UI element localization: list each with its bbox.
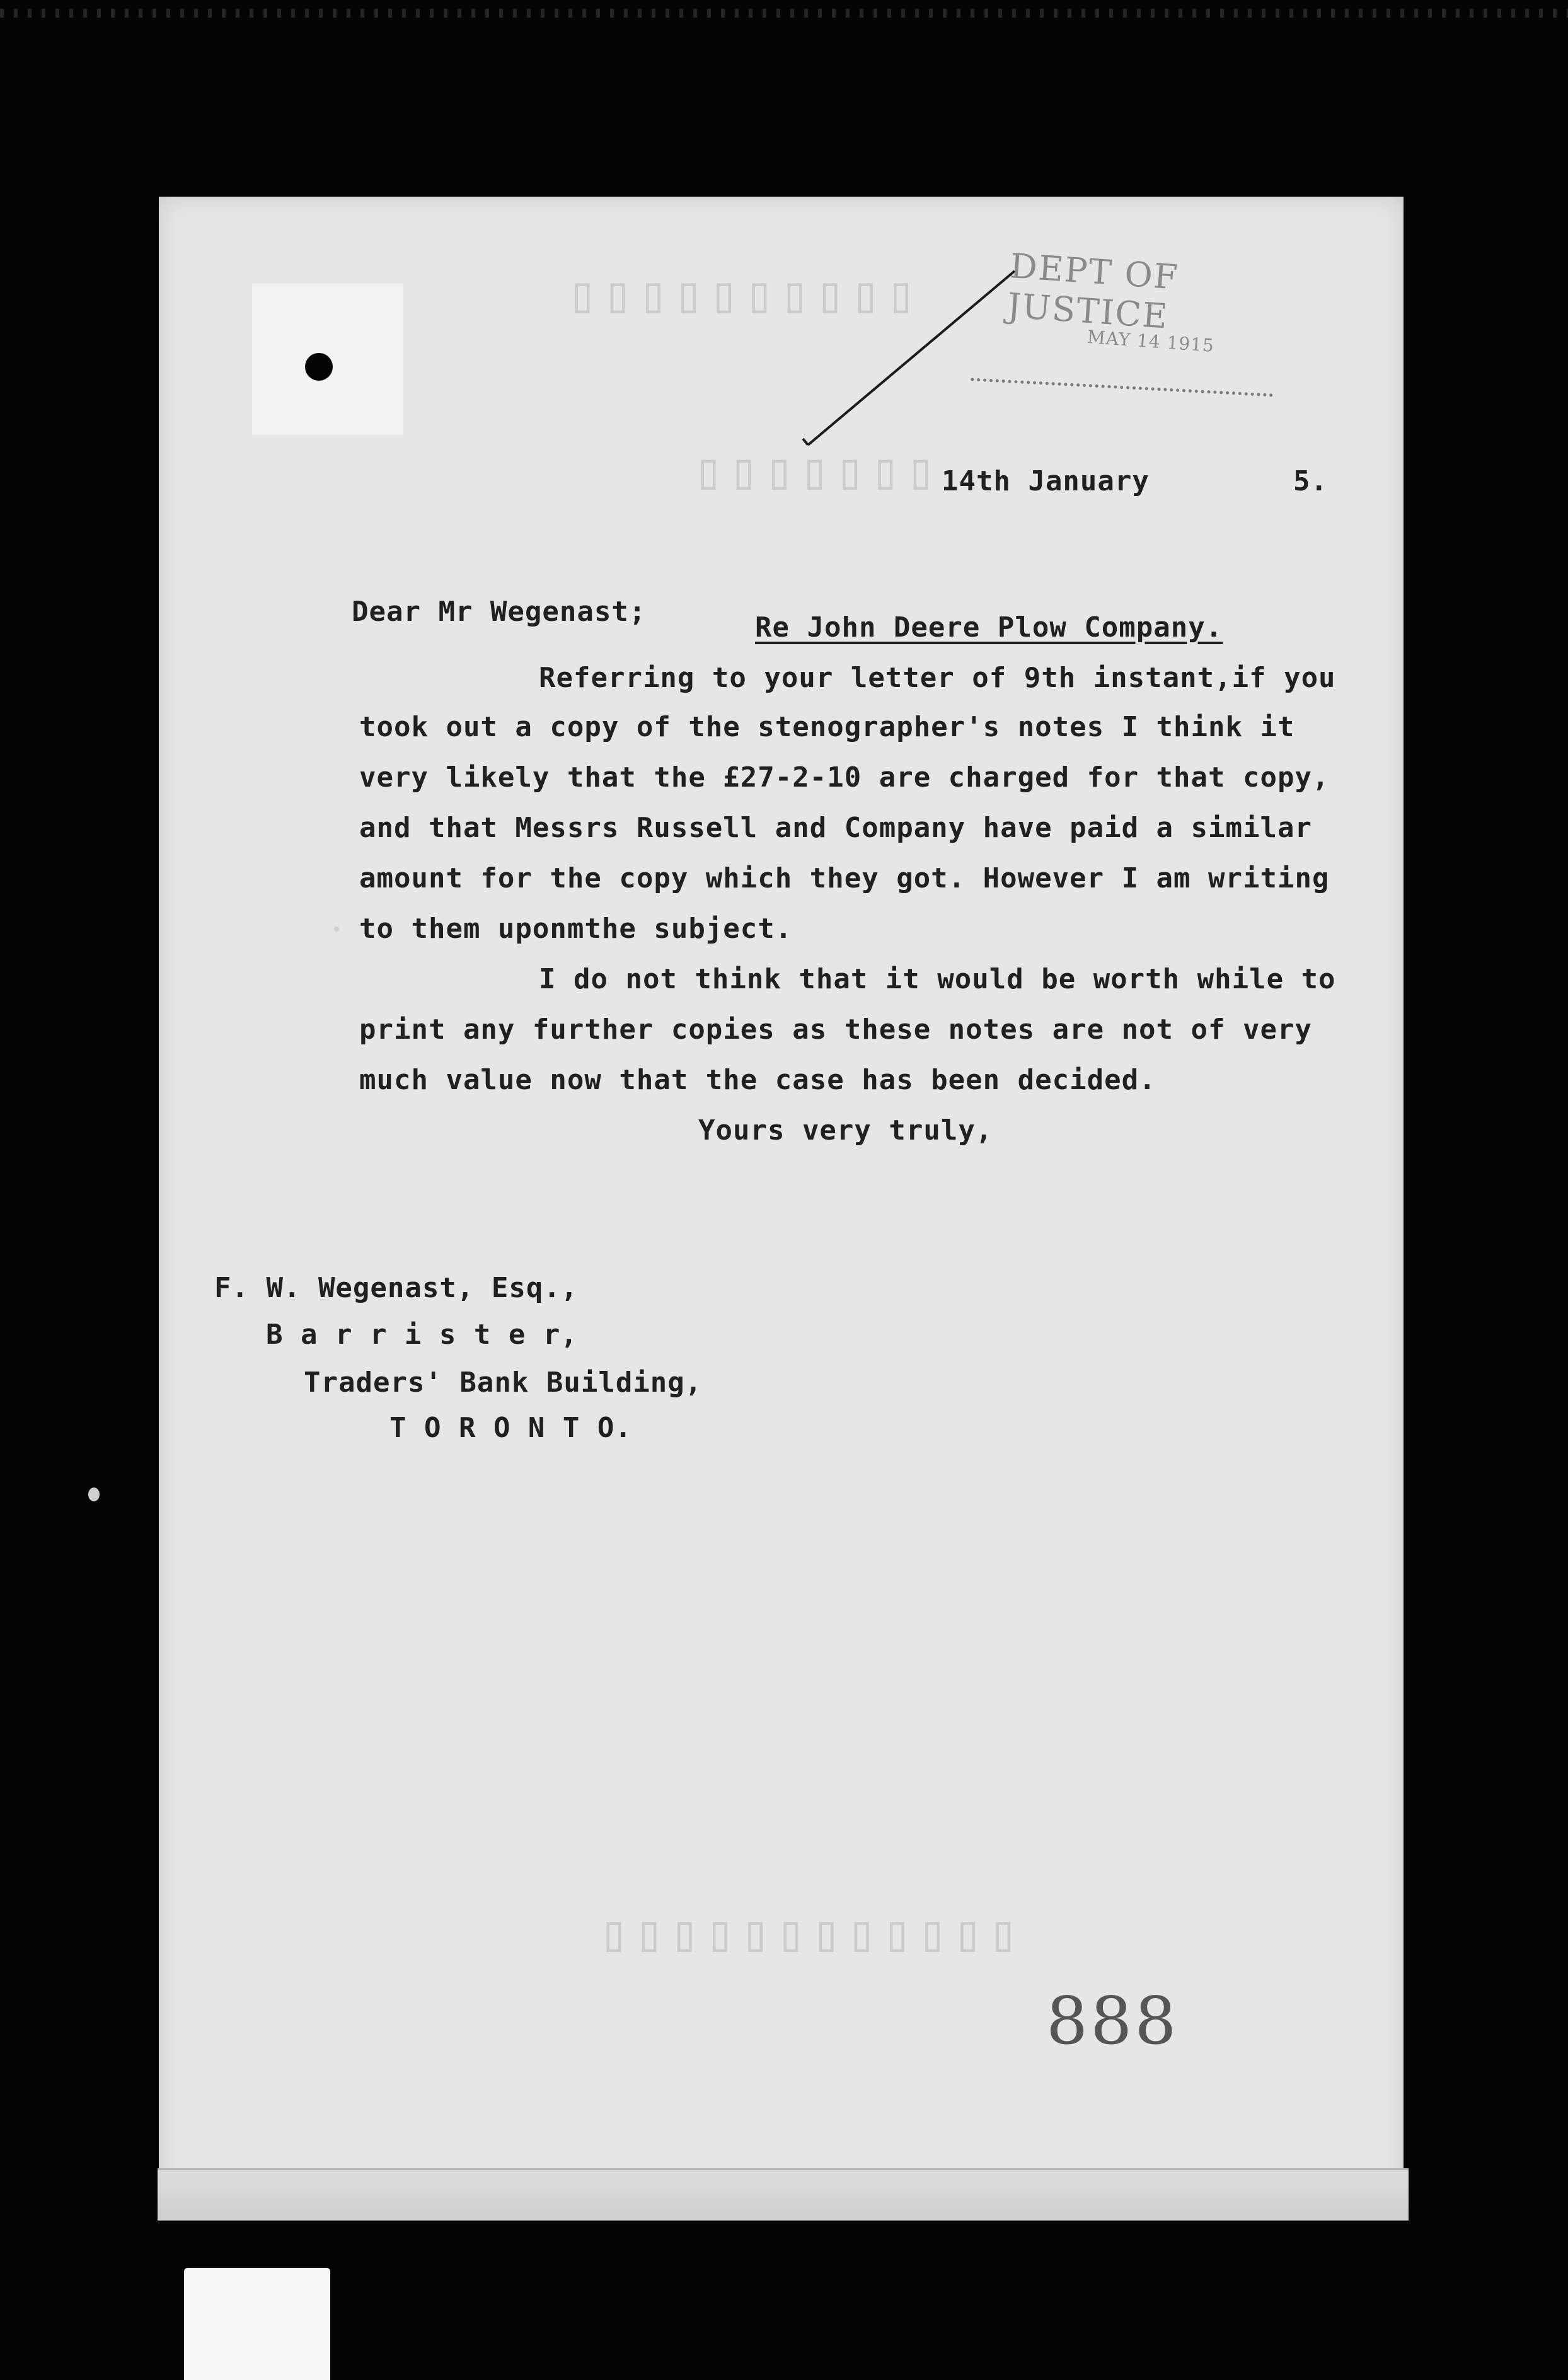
body-line: to them uponmthe subject. bbox=[359, 913, 793, 945]
body-line: print any further copies as these notes are not of very bbox=[359, 1014, 1312, 1046]
body-line: Referring to your letter of 9th instant,if you bbox=[539, 662, 1336, 694]
received-stamp bbox=[983, 246, 1279, 362]
complimentary-closing: Yours very truly, bbox=[698, 1114, 993, 1147]
salutation: Dear Mr Wegenast; bbox=[352, 596, 647, 628]
bleed-through-text: ▯▯▯▯▯▯▯▯▯▯▯▯ bbox=[599, 1903, 1023, 1962]
subject-line: Re John Deere Plow Company. bbox=[755, 611, 1223, 644]
recipient-name: F. W. Wegenast, Esq., bbox=[214, 1272, 579, 1304]
stamp-department: DEPT OF JUSTICE bbox=[1006, 246, 1180, 337]
bleed-through-text: ▯▯▯▯▯▯▯ bbox=[693, 441, 942, 500]
letter-date-suffix: 5. bbox=[1293, 465, 1328, 497]
scan-edge-noise bbox=[0, 9, 1568, 18]
bleed-through-text: ▯▯▯▯▯▯▯▯▯▯ bbox=[567, 265, 921, 323]
body-line: much value now that the case has been decided. bbox=[359, 1064, 1156, 1096]
recipient-building: Traders' Bank Building, bbox=[304, 1366, 703, 1399]
page-bottom-edge bbox=[158, 2168, 1409, 2221]
body-line: and that Messrs Russell and Company have paid a similar bbox=[359, 812, 1312, 844]
stamp-date: MAY 14 1915 bbox=[1087, 326, 1215, 357]
recipient-city: T O R O N T O. bbox=[389, 1412, 632, 1444]
scan-speck bbox=[88, 1488, 100, 1501]
body-line: took out a copy of the stenographer's notes I think it bbox=[359, 711, 1295, 743]
body-line: amount for the copy which they got. However I am writing bbox=[359, 862, 1330, 894]
corner-tab bbox=[184, 2268, 330, 2380]
folio-number: 888 bbox=[1046, 1982, 1179, 2059]
scan-speck bbox=[334, 927, 339, 932]
letter-date: 14th January bbox=[942, 465, 1150, 497]
body-line: I do not think that it would be worth while to bbox=[539, 963, 1336, 995]
recipient-title: B a r r i s t e r, bbox=[266, 1319, 578, 1351]
body-line: very likely that the £27-2-10 are charged for that copy, bbox=[359, 761, 1330, 794]
punch-hole bbox=[305, 353, 333, 381]
